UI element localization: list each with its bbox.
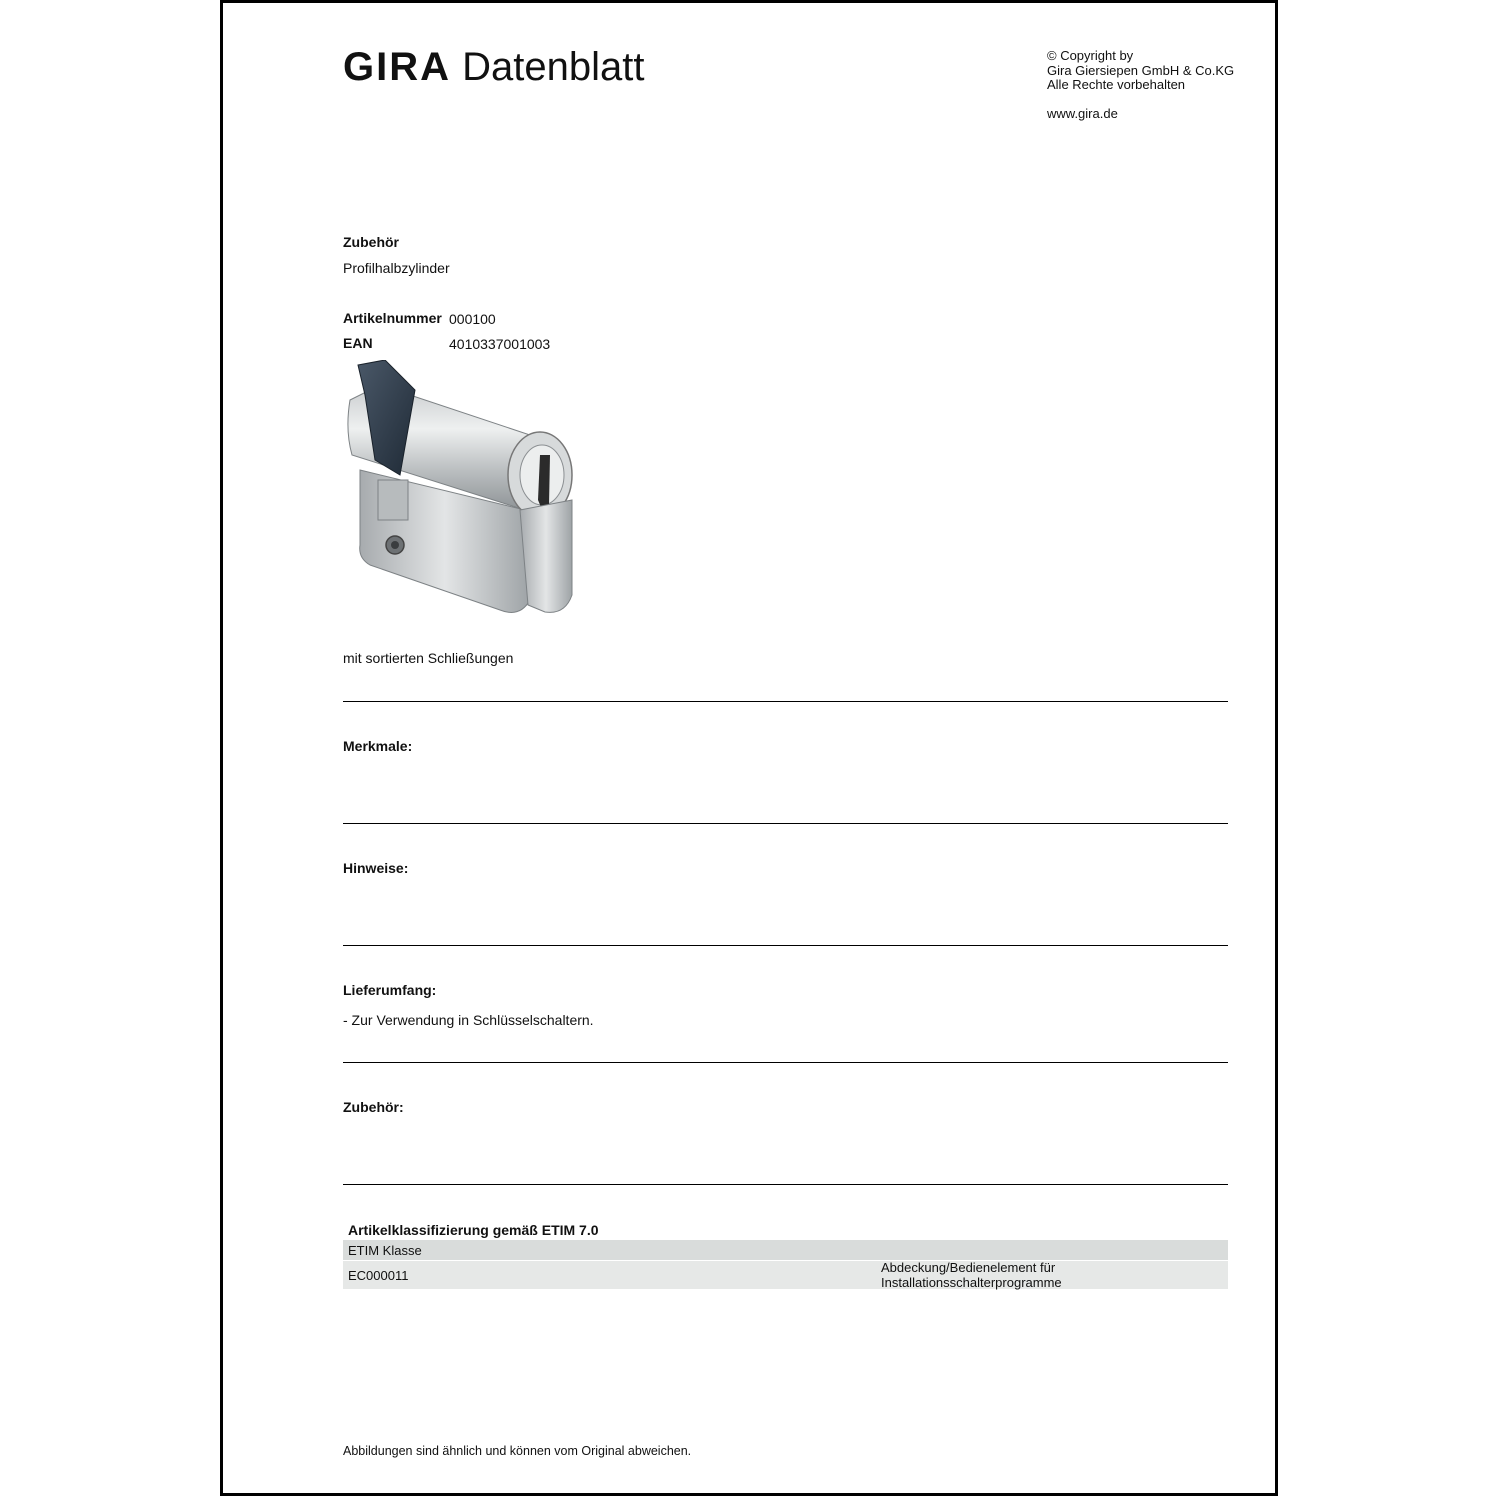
document-title: Datenblatt: [462, 45, 645, 89]
divider: [343, 945, 1228, 946]
etim-desc-line: Abdeckung/Bedienelement für: [881, 1260, 1056, 1275]
etim-table-header: [343, 1240, 1228, 1260]
product-description: mit sortierten Schließungen: [343, 650, 514, 666]
product-name: Profilhalbzylinder: [343, 260, 450, 276]
etim-desc-line: Installationsschalterprogramme: [881, 1274, 1062, 1290]
divider: [343, 823, 1228, 824]
brand-name: GIRA: [343, 45, 451, 89]
divider: [343, 1184, 1228, 1185]
ean-value: 4010337001003: [449, 336, 551, 352]
copyright-line: © Copyright by: [1047, 48, 1134, 63]
article-number-label: Artikelnummer: [343, 310, 442, 326]
zubehoer-heading: Zubehör:: [343, 1099, 404, 1115]
divider: [343, 701, 1228, 702]
copyright-block: [1047, 49, 1234, 93]
article-number-value: 000100: [449, 311, 496, 327]
footer-disclaimer: Abbildungen sind ähnlich und können vom Original abweichen.: [343, 1444, 692, 1458]
logo: [343, 44, 644, 90]
copyright-line: Alle Rechte vorbehalten: [1047, 77, 1186, 92]
lieferumfang-heading: Lieferumfang:: [343, 982, 437, 998]
lieferumfang-text: - Zur Verwendung in Schlüsselschaltern.: [343, 1012, 594, 1028]
product-image: [340, 360, 585, 620]
hinweise-heading: Hinweise:: [343, 860, 409, 876]
merkmale-heading: Merkmale:: [343, 738, 413, 754]
etim-title: Artikelklassifizierung gemäß ETIM 7.0: [348, 1222, 599, 1238]
etim-table-row: [343, 1261, 1228, 1289]
ean-label: EAN: [343, 335, 373, 351]
etim-header-label: ETIM Klasse: [348, 1243, 422, 1258]
copyright-line: Gira Giersiepen GmbH & Co.KG: [1047, 62, 1235, 78]
website-link[interactable]: www.gira.de: [1047, 106, 1118, 121]
divider: [343, 1062, 1228, 1063]
etim-class-description: [881, 1261, 1062, 1290]
category-label: Zubehör: [343, 234, 399, 250]
etim-class-code: EC000011: [348, 1268, 409, 1283]
